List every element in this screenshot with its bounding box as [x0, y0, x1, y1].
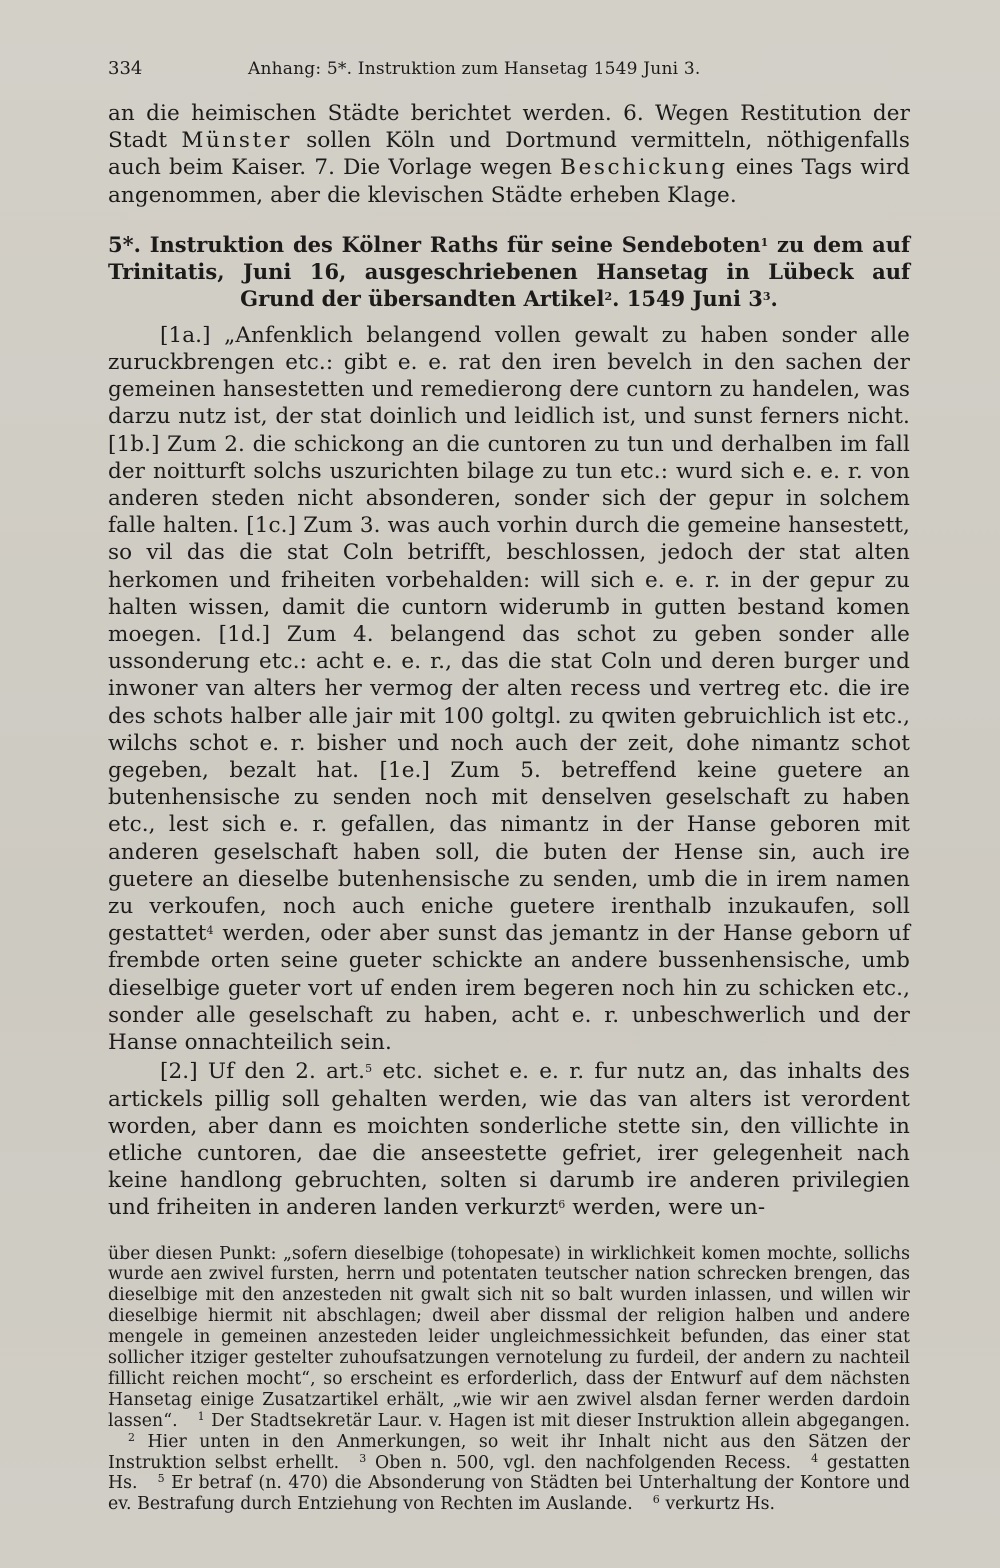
footnote-text-2: Hier unten in den Anmerkungen, so weit ihr Inhalt nicht aus den Sätzen der Instruktion selbst erhellt. [108, 1431, 910, 1473]
paragraph-1 [108, 322, 910, 1056]
footnote-text-5: Er betraf (n. 470) die Absonderung von Städten bei Unterhaltung der Kontore und ev. Bestrafung durch Entziehung von Rechten im Auslande. [108, 1473, 910, 1515]
footnote-text-3: Oben n. 500, vgl. den nachfolgenden Recess. [375, 1452, 792, 1473]
heading-text-3: . 1549 Juni 3 [612, 285, 763, 311]
document-heading [108, 231, 910, 312]
footnote-number-6: 6 [652, 1493, 660, 1507]
continuation-text-3: eines Tags wird angenommen, aber die klevischen Städte erheben Klage. [108, 155, 911, 208]
footnote-ref-2: 2 [604, 289, 613, 303]
page-number: 334 [108, 58, 143, 79]
paragraph-2-text-b: etc. sichet e. e. r. fur nutz an, das inhalts des artickels pillig soll gehalten werden, wie das van alters ist verordent worden, aber dann es moichten sonderliche stette sin, den villichte in etliche cuntoren, dae die anseestette gefriet, irer gelegenheit nach keine handlong gebruchten, solten si darumb ire anderen privilegien und friheiten in anderen landen verkurzt [108, 1059, 911, 1221]
footnote-number-2: 2 [128, 1430, 136, 1444]
footnote-ref-5: 5 [365, 1062, 373, 1076]
footnote-text-6: verkurtz Hs. [665, 1494, 776, 1515]
footnote-ref-3: 3 [762, 289, 771, 303]
continuation-paragraph [108, 100, 910, 209]
spaced-word-munster: Münster [181, 128, 292, 154]
continuation-text-2: sollen Köln und Dortmund vermitteln, nöthigenfalls auch beim Kaiser. 7. Die Vorlage wegen [108, 128, 911, 181]
footnote-text-1: Der Stadtsekretär Laur. v. Hagen ist mit dieser Instruktion allein abgegangen. [211, 1410, 911, 1431]
heading-text-4: . [770, 285, 778, 311]
footnote-number-1: 1 [197, 1409, 205, 1423]
page-header [108, 58, 910, 88]
paragraph-1-text-a: [1a.] „Anfenklich belangend vollen gewalt zu haben sonder alle zuruckbrengen etc.: gibt e. e. rat den iren bevelch in den sachen der gemeinen hansestetten und remedierong dere cuntorn zu handelen, was darzu nutz ist, der stat doinlich und leidlich ist, und sunst ferners nicht. [1b.] Zum 2. die schickong an die cuntoren zu tun und derhalben im fall der noitturft solchs uszurichten bilage zu tun etc.: wurd sich e. e. r. von anderen steden nicht absonderen, sonder sich der gepur in solchem falle halten. [1c.] Zum 3. was auch vorhin durch die gemeine hansestett, so vil das die stat Coln betrifft, beschlossen, jedoch der stat alten herkomen und friheiten vorbehalden: will sich e. e. r. in der gepur zu halten wissen, damit die cuntorn widerumb in gutten bestand komen moegen. [1d.] Zum 4. belangend das schot zu geben sonder alle ussonderung etc.: acht e. e. r., das die stat Coln und deren burger und inwoner van alters her vermog der alten recess und vertreg etc. die ire des schots halber alle jair mit 100 goltgl. zu qwiten gebruichlich ist etc., wilchs schot e. r. bisher und noch auch der zeit, dohe nimantz schot gegeben, bezalt hat. [1e.] Zum 5. betreffend keine guetere an butenhensische zu senden noch mit denselven geselschaft zu haben etc., lest sich e. r. gefallen, das nimantz in der Hanse geboren mit anderen geselschaft haben soll, die buten der Hense sin, auch ire guetere an dieselbe butenhensische zu senden, umb die in irem namen zu verkoufen, noch auch eniche guetere irenthalb inzukaufen, soll gestattet [108, 322, 910, 947]
footnote-number-4: 4 [811, 1451, 819, 1465]
footnote-ref-6: 6 [558, 1198, 566, 1212]
running-title: Anhang: 5*. Instruktion zum Hansetag 1549 Juni 3. [248, 59, 701, 79]
paragraph-2 [108, 1058, 910, 1221]
spaced-word-beschickung: Beschickung [560, 155, 728, 181]
footnote-number-5: 5 [157, 1472, 165, 1486]
footnote-number-3: 3 [359, 1451, 367, 1465]
paragraph-2-text-a: [2.] Uf den 2. art. [160, 1059, 366, 1085]
footnote-ref-4: 4 [206, 924, 214, 938]
footnotes [108, 1244, 910, 1516]
paragraph-2-text-c: werden, were un- [572, 1195, 766, 1221]
footnote-ref-1: 1 [760, 235, 769, 249]
paragraph-1-text-b: werden, oder aber sunst das jemantz in der Hanse geborn uf frembde orten seine gueter schickte an andere bussenhensische, umb dieselbige gueter vort uf enden irem begeren noch hin zu schicken etc., sonder alle geselschaft zu haben, acht e. r. unbeschwerlich und der Hanse onnachteilich sein. [108, 921, 910, 1056]
continuation-text-1: an die heimischen Städte berichtet werden. 6. Wegen Restitution der Stadt [108, 101, 910, 154]
heading-text-1: 5*. Instruktion des Kölner Raths für seine Sendeboten [108, 231, 761, 257]
footnote-lead: über diesen Punkt: „sofern dieselbige (tohopesate) in wirklichkeit komen mochte, sollichs wurde aen zwivel fursten, herrn und potentaten teutscher nation schrecken brengen, das dieselbige mit den anzesteden nit gwalt sich nit so balt wurden inlassen, und willen wir dieselbige hiermit nit abschlagen; dweil aber dissmal der religion halben und andere mengele in gemeinen anzesteden leider ungleichmessichkeit befunden, das einer stat sollicher itziger gestelter zuhoufsatzungen vernotelung zu furdeil, der andern zu nachteil fillicht reichen mocht“, so erscheint es erforderlich, dass der Entwurf auf dem nächsten Hansetag einige Zusatzartikel erhält, „wie wir aen zwivel alsdan ferner werden dardoin lassen“. [108, 1243, 910, 1431]
footnote-text-4: gestatten Hs. [108, 1452, 911, 1494]
heading-text-2: zu dem auf Trinitatis, Juni 16, ausgeschriebenen Hansetag in Lübeck auf Grund der übersandten Artikel [108, 231, 910, 311]
